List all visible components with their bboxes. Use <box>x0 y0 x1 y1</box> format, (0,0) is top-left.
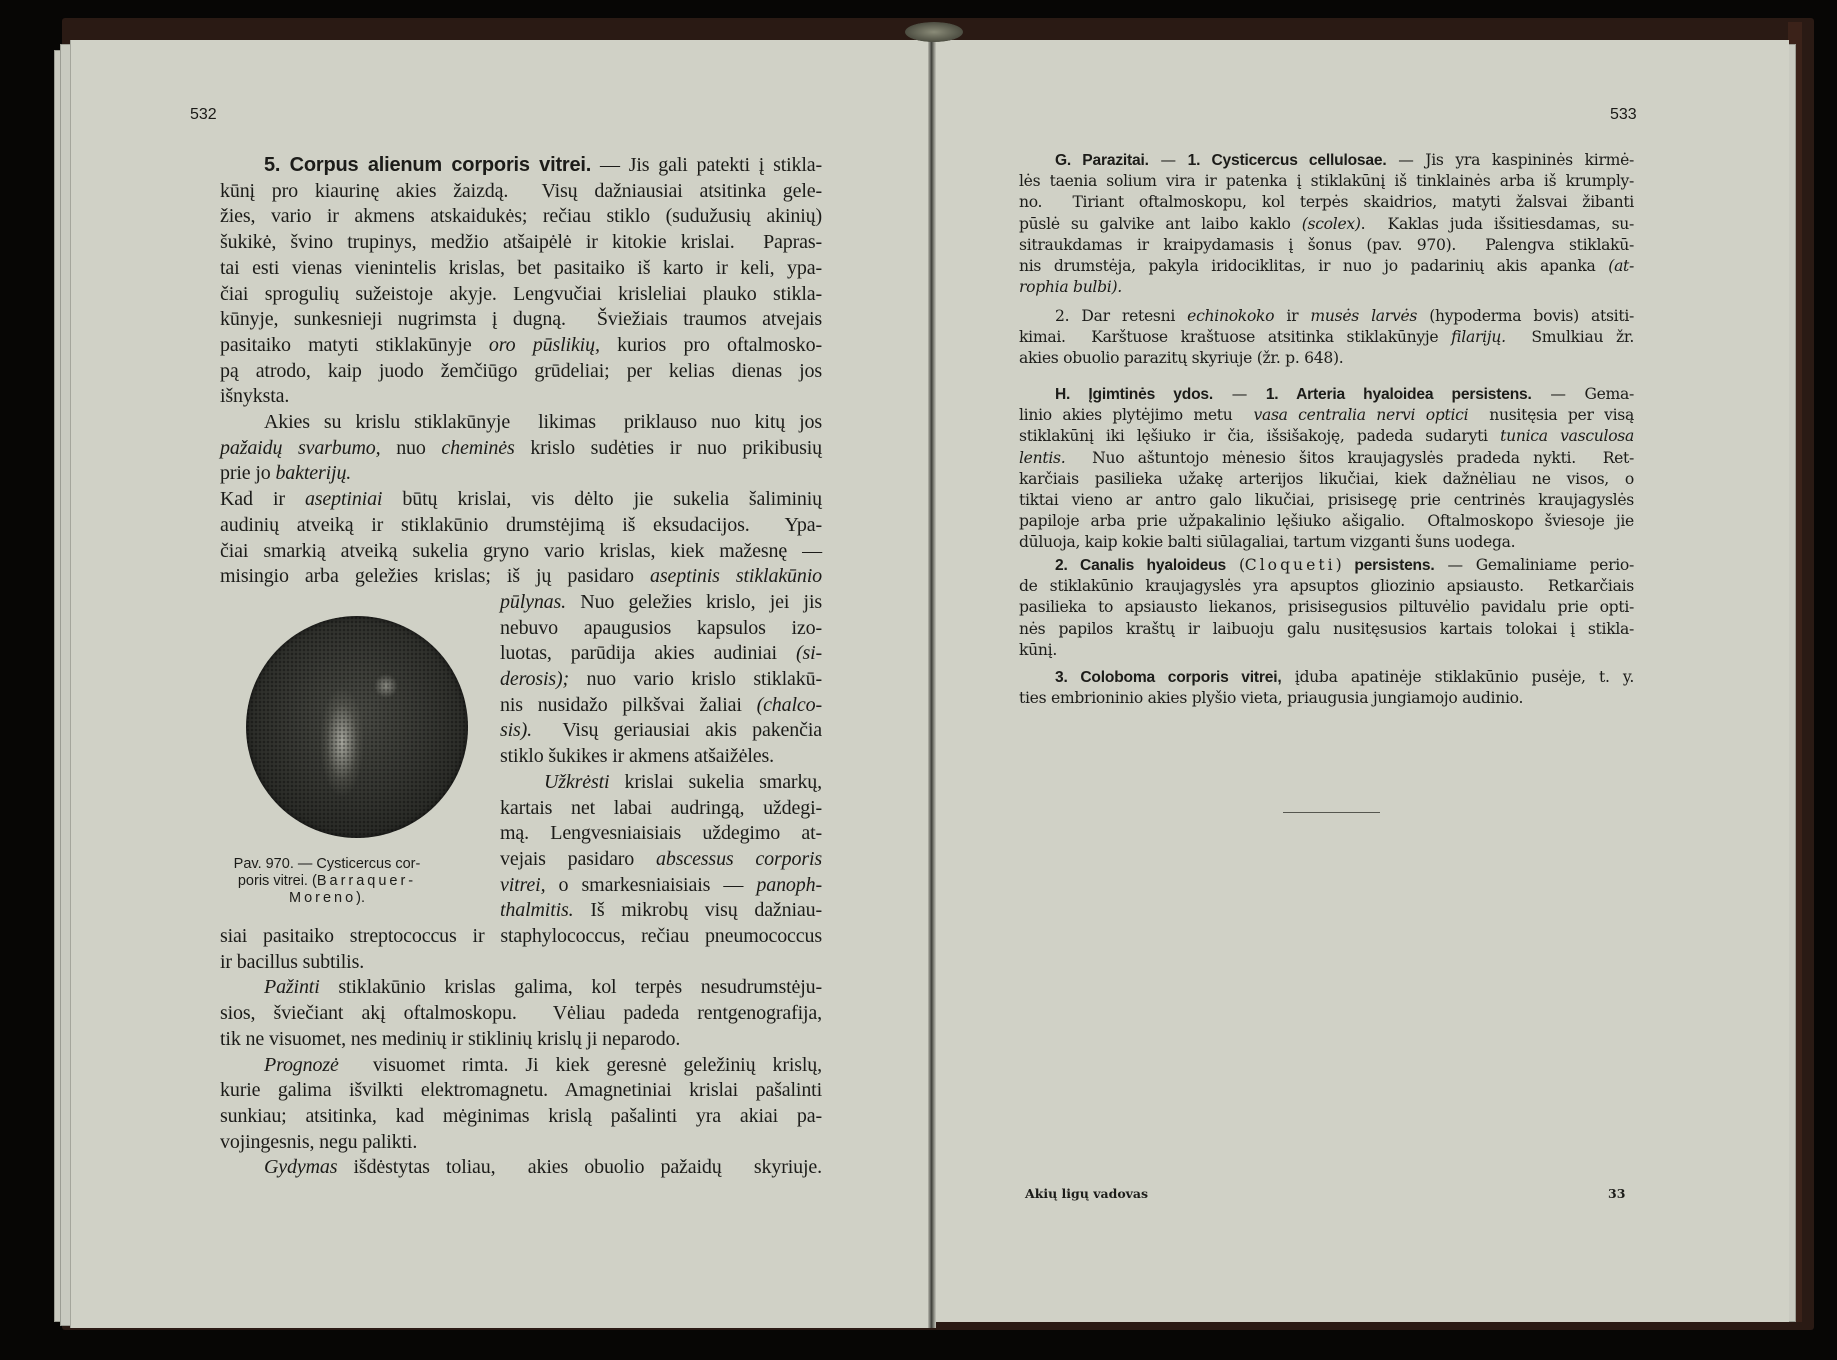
caption-run: Barraquer- <box>316 873 417 889</box>
text-line <box>500 796 822 820</box>
figure-caption <box>232 856 422 907</box>
text-line <box>1019 405 1634 425</box>
caption-run: poris vitrei. ( <box>237 873 317 889</box>
text-line <box>220 461 822 485</box>
italic-run: Gydymas <box>264 1156 338 1178</box>
text-line <box>500 898 822 922</box>
text-run: nebuvo apaugusios kapsulos izo- <box>500 617 822 639</box>
italic-run: (scolex) <box>1301 215 1361 233</box>
heading-run: 1. Cysticercus cellulosae. <box>1187 152 1387 169</box>
text-run: ties embrioninio akies plyšio vieta, priaugusia jungiamojo audinio. <box>1019 689 1524 707</box>
text-run: mą. Lengvesniaisiais uždegimo at- <box>500 822 822 844</box>
text-run: lės taenia solium vira ir patenka į stiklakūnį iš tinklainės arba iš krumply- <box>1019 172 1634 190</box>
text-run: sitraukdamas ir kraipydamasis į šonus (pav. 970). Palengva stiklakū- <box>1019 236 1634 254</box>
text-line <box>1055 384 1634 404</box>
italic-run: (chalco- <box>756 694 822 716</box>
text-line <box>220 1130 822 1154</box>
text-run: no. Tiriant oftalmoskopu, kol terpės skaidrios, matyti žalsvai žibanti <box>1019 193 1634 211</box>
heading-run: 1. Arteria hyaloidea persistens. <box>1265 386 1532 403</box>
heading-run: 2. Canalis hyaloideus <box>1055 557 1227 574</box>
text-line <box>264 153 822 177</box>
italic-run: lentis. <box>1019 449 1066 467</box>
text-run: linio akies plytėjimo metu <box>1019 406 1254 424</box>
text-line <box>1019 640 1634 660</box>
text-run: stiklakūnio krislas galima, kol terpės nesudrumstėju- <box>319 976 822 998</box>
text-line <box>220 359 822 383</box>
text-run: šukikė, švino trupinys, medžio atšaipėlė ir kitokie krislai. Papras- <box>220 231 822 253</box>
text-run: 2. Dar retesni <box>1055 307 1188 325</box>
text-line <box>220 1027 822 1051</box>
italic-run: aseptinis stiklakūnio <box>650 565 823 587</box>
text-run: čiai sprogulių sužeistoje akyje. Lengvučiai krisleliai plauko stikla- <box>220 283 822 305</box>
text-line <box>220 230 822 254</box>
text-run: išnyksta. <box>220 385 290 407</box>
text-line <box>1055 555 1634 575</box>
text-line <box>1019 576 1634 596</box>
heading-run: 3. Coloboma corporis vitrei, <box>1055 669 1282 686</box>
text-run: Cloqueti <box>1244 556 1336 574</box>
caption-line <box>232 890 422 907</box>
text-run: vojingesnis, negu palikti. <box>220 1131 418 1153</box>
figure-cysticercus-image <box>246 616 468 838</box>
italic-run: Prognozė <box>264 1054 339 1076</box>
text-line <box>1019 348 1634 368</box>
text-line <box>220 204 822 228</box>
italic-run: pažaidų svarbumo, <box>220 437 381 459</box>
text-run: papiloje arba prie užpakalinio lęšiuko ašigalio. Oftalmoskopo šviesoje jie <box>1019 512 1634 530</box>
italic-run: echinokoko <box>1187 307 1275 325</box>
text-run: kartais net labai audringą, uždegi- <box>500 797 822 819</box>
text-line <box>500 847 822 871</box>
caption-run: ). <box>356 890 366 906</box>
text-line <box>1019 532 1634 552</box>
italic-run: thalmitis. <box>500 899 574 921</box>
heading-run: H. Įgimtinės ydos. <box>1055 386 1214 403</box>
text-line <box>500 873 822 897</box>
text-run: nusitęsia per visą <box>1468 406 1634 424</box>
text-line <box>1055 667 1634 687</box>
text-run: tai esti vienas vienintelis krislas, bet pasitaiko iš karto ir keli, ypa- <box>220 257 822 279</box>
text-line <box>1019 511 1634 531</box>
text-line <box>220 924 822 948</box>
text-run: žies, vario ir akmens atskaidukės; rečiau stiklo (sudužusių akinių) <box>220 205 822 227</box>
text-line <box>500 718 822 742</box>
left-page-number: 532 <box>190 106 217 123</box>
text-run: de stiklakūnio kraujagyslės yra apsuptos gliozinio apsiausto. Retkarčiais <box>1019 577 1634 595</box>
text-run: krislai sukelia smarkų, <box>609 771 822 793</box>
text-run: audinių atveiką ir stiklakūnio drumstėjimą iš eksudacijos. Ypa- <box>220 514 822 536</box>
text-run: tik ne visuomet, nes medinių ir stiklinių krislų ji neparodo. <box>220 1028 681 1050</box>
text-run: Visų geriausiai akis pakenčia <box>532 719 822 741</box>
text-line <box>1019 171 1634 191</box>
text-run: ir <box>1274 307 1311 325</box>
text-run: kimai. Karštuose kraštuose atsitinka stiklakūnyje <box>1019 328 1452 346</box>
text-line <box>500 590 822 614</box>
text-line <box>220 333 822 357</box>
text-run: Nuo geležies krislo, jei jis <box>566 591 822 613</box>
section-end-rule <box>1283 812 1380 813</box>
headband <box>905 22 963 42</box>
text-line <box>220 282 822 306</box>
text-run: pasilieka to apsiausto liekanos, prisisegusios piltuvėlio pavidalu prie opti- <box>1019 598 1634 616</box>
text-run: pasitaiko matyti stiklakūnyje <box>220 334 489 356</box>
text-run: sios, šviečiant akį oftalmoskopu. Vėliau padeda rentgenografija, <box>220 1002 822 1024</box>
text-line <box>220 513 822 537</box>
text-run: įduba apatinėje stiklakūnio pusėje, t. y. <box>1281 668 1634 686</box>
heading-run: G. Parazitai. <box>1055 152 1149 169</box>
text-line <box>220 539 822 563</box>
text-line <box>220 384 822 408</box>
text-run: pūslė su galvike ant laibo kaklo <box>1019 215 1302 233</box>
heading-run: 5. Corpus alienum corporis vitrei. <box>264 154 592 176</box>
text-line <box>1019 277 1634 297</box>
text-run: nės papilos kraštų ir laibuoju galu nusitęsusios kartais tolokai į stikla- <box>1019 620 1634 638</box>
text-run: o smarkesniaisiais — <box>545 874 757 896</box>
text-run: nuo vario krislo stiklakū- <box>569 668 822 690</box>
text-run: kurie galima išvilkti elektromagnetu. Amagnetiniai krislai pašalinti <box>220 1079 822 1101</box>
text-run: kūnį. <box>1019 641 1057 659</box>
italic-run: oro pūslikių, <box>488 334 600 356</box>
text-line <box>1019 426 1634 446</box>
text-line <box>264 410 822 434</box>
text-line <box>220 307 822 331</box>
italic-run: rophia bulbi). <box>1019 278 1122 296</box>
caption-line <box>232 873 422 890</box>
text-run: sunkiau; atsitinka, kad mėginimas krislą pašalinti yra akiai pa- <box>220 1105 822 1127</box>
italic-run: Užkrėsti <box>544 771 610 793</box>
text-run: — Jis gali patekti į stikla- <box>591 154 823 176</box>
text-run: ( <box>1226 556 1245 574</box>
text-line <box>264 1053 822 1077</box>
text-run: Smulkiau žr. <box>1505 328 1634 346</box>
italic-run: vitrei, <box>500 874 546 896</box>
heading-run: persistens. <box>1354 557 1435 574</box>
italic-run: (at- <box>1608 257 1634 275</box>
text-run: nuo <box>380 437 442 459</box>
italic-run: vasa centralia nervi optici <box>1253 406 1469 424</box>
text-run: kurios pro oftalmosko- <box>599 334 822 356</box>
text-line <box>1019 327 1634 347</box>
text-line <box>220 256 822 280</box>
book-gutter <box>928 40 936 1328</box>
text-run: vejais pasidaro <box>500 848 657 870</box>
italic-run: bakterijų. <box>275 462 352 484</box>
text-line <box>1019 214 1634 234</box>
italic-run: panoph- <box>756 874 822 896</box>
text-line <box>500 616 822 640</box>
italic-run: abscessus corporis <box>656 848 822 870</box>
text-line <box>1019 688 1634 708</box>
text-run: misingio arba geležies krislas; iš jų pasidaro <box>220 565 651 587</box>
text-run: tiktai vieno ar antro galo likučiai, prisisegę prie centrinės kraujagyslės <box>1019 491 1634 509</box>
italic-run: tunica vasculosa <box>1500 427 1634 445</box>
text-run: nis drumstėja, pakyla iridociklitas, ir nuo jo padarinių akis apanka <box>1019 257 1609 275</box>
text-line <box>544 770 822 794</box>
text-line <box>1019 448 1634 468</box>
text-run: nis nusidažo pilkšvai žaliai <box>500 694 757 716</box>
text-line <box>220 1104 822 1128</box>
text-run: Kad ir <box>220 488 305 510</box>
text-run: būtų krislai, vis dėlto jie sukelia šaliminių <box>382 488 822 510</box>
text-run: čiai smarkią atveiką sukelia gryno vario krislas, kiek mažesnę — <box>220 540 822 562</box>
text-run: . Kaklas juda išsitiesdamas, su- <box>1360 215 1634 233</box>
text-line <box>500 744 822 768</box>
text-line <box>1019 469 1634 489</box>
text-run: Nuo aštuntojo mėnesio šitos kraujagyslės pradeda nykti. Ret- <box>1065 449 1634 467</box>
caption-run: Moreno <box>288 890 357 906</box>
italic-run: cheminės <box>441 437 515 459</box>
right-page-number: 533 <box>1610 106 1637 123</box>
text-run: luotas, parūdija akies audiniai <box>500 642 796 664</box>
footer-signature-number: 33 <box>1608 1186 1626 1201</box>
text-line <box>500 641 822 665</box>
text-run: (hypoderma bovis) atsiti- <box>1417 307 1634 325</box>
text-line <box>1019 619 1634 639</box>
text-run: — <box>1213 385 1266 403</box>
text-run: Akies su krislu stiklakūnyje likimas priklauso nuo kitų jos <box>264 411 822 433</box>
text-line <box>1019 490 1634 510</box>
italic-run: filarijų. <box>1451 328 1506 346</box>
text-line <box>500 693 822 717</box>
text-line <box>1019 192 1634 212</box>
text-run: išdėstytas toliau, akies obuolio pažaidų skyriuje. <box>337 1156 822 1178</box>
text-run: akies obuolio parazitų skyriuje (žr. p. 648). <box>1019 349 1344 367</box>
text-line <box>220 487 822 511</box>
text-run: — Jis yra kaspininės kirmė- <box>1386 151 1634 169</box>
caption-run: Pav. 970. — Cysticercus cor- <box>233 856 421 872</box>
text-line <box>264 975 822 999</box>
text-line <box>220 436 822 460</box>
italic-run: sis). <box>500 719 533 741</box>
text-line <box>1019 597 1634 617</box>
text-run: kūnį pro kiaurinę akies žaizdą. Visų dažniausiai atsitinka gele- <box>220 180 822 202</box>
text-run: — <box>1148 151 1188 169</box>
text-run: pą atrodo, kaip juodo žemčiūgo grūdeliai; per kelias dienas jos <box>220 360 822 382</box>
text-line <box>500 667 822 691</box>
text-run: stiklakūnį iki lęšiuko ir čia, išsišakoję, padeda sudaryti <box>1019 427 1501 445</box>
text-line <box>220 564 822 588</box>
italic-run: musės larvės <box>1310 307 1418 325</box>
text-run: siai pasitaiko streptococcus ir staphylococcus, rečiau pneumococcus <box>220 925 822 947</box>
text-run: kūnyje, sunkesnieji nugrimsta į dugną. Šviežiais traumos atvejais <box>220 308 822 330</box>
italic-run: aseptiniai <box>304 488 383 510</box>
text-run: — Gemaliniame perio- <box>1434 556 1634 574</box>
text-run: Iš mikrobų visų dažniau- <box>573 899 822 921</box>
text-line <box>1019 235 1634 255</box>
text-line <box>220 950 822 974</box>
text-run: visuomet rimta. Ji kiek geresnė geležinių krislų, <box>338 1054 822 1076</box>
caption-line <box>232 856 422 873</box>
text-line <box>220 1078 822 1102</box>
text-run: prie jo <box>220 462 276 484</box>
text-run: dūluoja, kaip kokie balti siūlagaliai, tartum vizganti šuns uodega. <box>1019 533 1516 551</box>
text-run: karčiais pasilieka užakę arterijos likučiai, kiek dažnėliau ne visos, o <box>1019 470 1634 488</box>
text-line <box>500 821 822 845</box>
text-line <box>220 1001 822 1025</box>
text-run: ) <box>1335 556 1355 574</box>
text-line <box>1055 306 1634 326</box>
text-run: — Gema- <box>1531 385 1635 403</box>
text-run: ir bacillus subtilis. <box>220 951 365 973</box>
text-line <box>1055 150 1634 170</box>
text-line <box>1019 256 1634 276</box>
text-run: stiklo šukikes ir akmens atšaižėles. <box>500 745 774 767</box>
italic-run: pūlynas. <box>500 591 567 613</box>
italic-run: (si- <box>795 642 822 664</box>
italic-run: derosis); <box>500 668 570 690</box>
text-run: krislo sudėties ir nuo prikibusių <box>514 437 822 459</box>
italic-run: Pažinti <box>264 976 320 998</box>
text-line <box>220 179 822 203</box>
text-line <box>264 1155 822 1179</box>
footer-book-title: Akių ligų vadovas <box>1025 1186 1149 1201</box>
